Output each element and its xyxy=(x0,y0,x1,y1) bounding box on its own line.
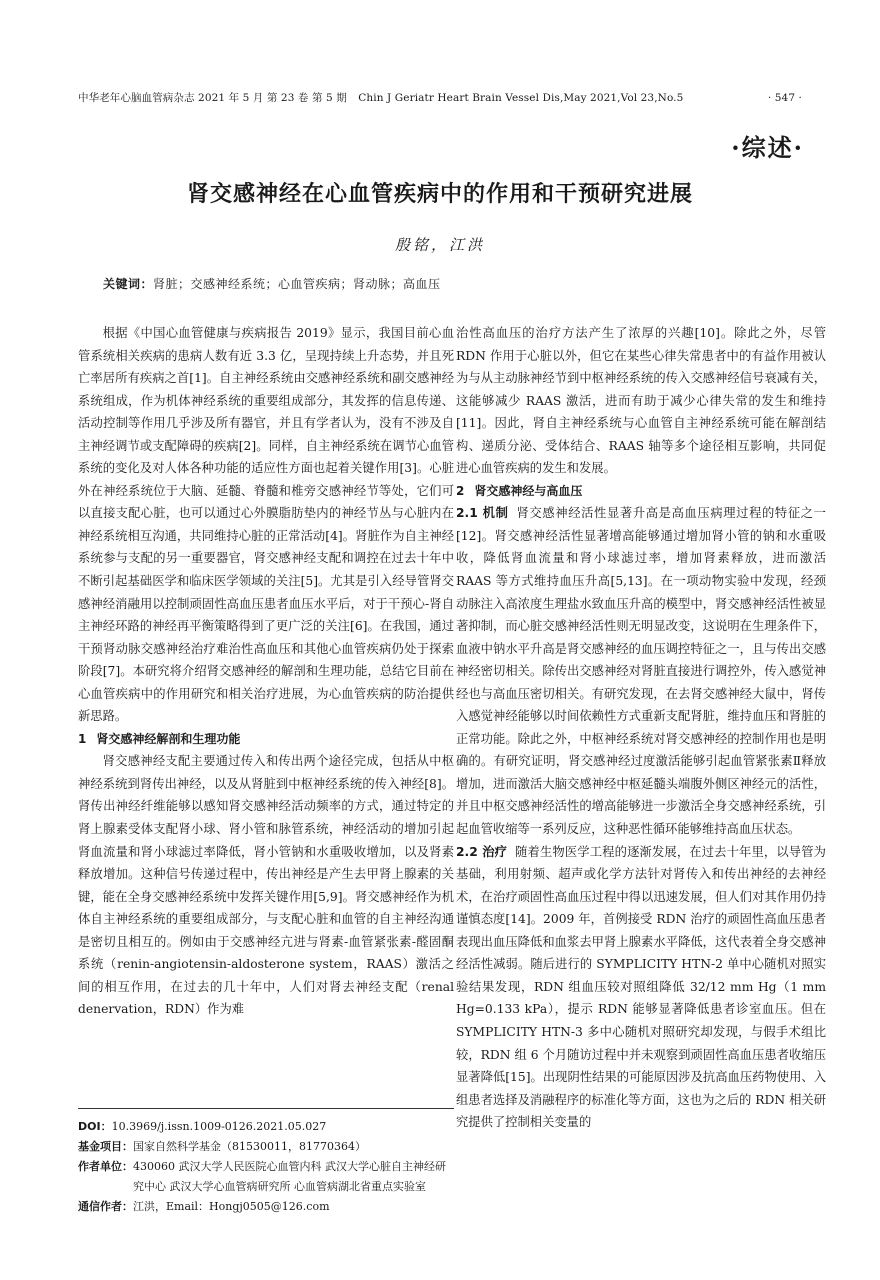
section-2-1-text: 肾交感神经活性显著升高是高血压病理过程的特征之一[12]。肾交感神经活性显著增高能够通过增加肾小管的钠和水重吸收，降低肾血流量和肾小球滤过率，增加肾素释放，进而激活 RAAS 等方式维持血压升高[5,13]。在一项动物实验中发现，经颈动脉注入高浓度生理盐水致血压升高的模型中，肾交感神经活性被显著抑制，而心脏交感神经活性则无明显改变，这说明在生理条件下，血液中钠水平升高是肾交感神经的血压调控特征之一，且与传出交感神经密切相关。除传出交感神经对肾脏直接进行调控外，传入感觉神经也与高血压密切相关。有研究发现，在去肾交感神经大鼠中，肾传入感觉神经能够以时间依赖性方式重新支配肾脏，维持血压和肾脏的正常功能。除此之外，中枢神经系统对肾交感神经的控制作用也是明确的。有研究证明，肾交感神经过度激活能够引起血管紧张素Ⅱ释放增加，进而激活大脑交感神经中枢延髓头端腹外侧区神经元的活性，并且中枢交感神经活性的增高能够进一步激活全身交感神经系统，引起血管收缩等一系列反应，这种恶性循环能够维持高血压状态。 xyxy=(456,506,826,837)
right-column xyxy=(456,322,826,1134)
keywords-label: 关键词： xyxy=(103,277,154,291)
section-2-title: 肾交感神经与高血压 xyxy=(474,483,583,498)
journal-name-cn: 中华老年心脑血管病杂志 2021 年 5 月 第 23 卷 第 5 期 xyxy=(78,92,347,104)
section-1-paragraph-continued: 治性高血压的治疗方法产生了浓厚的兴趣[10]。除此之外，尽管 RDN 作用于心脏以外，但它在某些心律失常患者中的有益作用被认为与从主动脉神经节到中枢神经系统的传入交感神经信号衰减有关，这能够减少 RAAS 激活，进而有助于减少心律失常的发生和维持[11]。因此，肾自主神经系统与心血管自主神经系统可能在解剖结构、递质分泌、受体结合、RAAS 轴等多个途径相互影响，共同促进心血管疾病的发生和发展。 xyxy=(456,326,826,476)
section-1-number: 1 xyxy=(78,731,87,746)
doi-value: 10.3969/j.issn.1009-0126.2021.05.027 xyxy=(111,1120,327,1133)
left-column xyxy=(78,322,454,1021)
affiliation-label: 作者单位： xyxy=(78,1160,133,1173)
fund-line xyxy=(78,1137,454,1157)
fund-label: 基金项目： xyxy=(78,1140,133,1153)
correspondence-line xyxy=(78,1197,454,1217)
doi-label: DOI： xyxy=(78,1120,112,1133)
authors: 殷铭，江洪 xyxy=(394,236,485,254)
section-2-1-label: 2.1 机制 xyxy=(456,506,509,521)
section-1-heading xyxy=(78,728,454,751)
section-2-2-label: 2.2 治疗 xyxy=(456,844,508,859)
affiliation-value: 430060 武汉大学人民医院心血管内科 武汉大学心脏自主神经研究中心 武汉大学心血管病研究所 心血管病湖北省重点实验室 xyxy=(133,1160,446,1193)
running-head xyxy=(78,90,802,105)
keywords-text: 肾脏；交感神经系统；心血管疾病；肾动脉；高血压 xyxy=(153,277,441,291)
doi-line xyxy=(78,1117,454,1137)
keywords xyxy=(103,275,800,292)
affiliation-line xyxy=(78,1157,454,1197)
correspondence-label: 通信作者： xyxy=(78,1200,133,1213)
fund-value: 国家自然科学基金（81530011，81770364） xyxy=(133,1140,366,1153)
section-tag: ·综述· xyxy=(731,133,804,162)
correspondence-value: 江洪，Email：Hongj0505@126.com xyxy=(133,1200,330,1213)
journal-citation xyxy=(78,90,691,105)
page-number: · 547 · xyxy=(767,92,802,104)
section-2-number: 2 xyxy=(456,483,465,498)
article-title: 肾交感神经在心血管疾病中的作用和干预研究进展 xyxy=(186,181,693,207)
section-2-1-paragraph xyxy=(456,502,826,840)
footnotes xyxy=(78,1108,454,1217)
section-1-title: 肾交感神经解剖和生理功能 xyxy=(96,731,241,746)
section-2-2-text: 随着生物医学工程的逐渐发展，在过去十年里，以导管为基础，利用射频、超声或化学方法针对肾传入和传出神经的去神经术，在治疗顽固性高血压过程中得以迅速发展，但人们对其作用仍持谨慎态度[14]。2009 年，首例接受 RDN 治疗的顽固性高血压患者表现出血压降低和血浆去甲肾上腺素水平降低，这代表着全身交感神经活性减弱。随后进行的 SYMPLICITY HTN-2 单中心随机对照实验结果发现，RDN 组血压较对照组降低 32/12 mm Hg（1 mm Hg=0.133 kPa），提示 RDN 能够显著降低患者诊室血压。但在 SYMPLICITY HTN-3 多中心随机对照研究却发现，与假手术组比较，RDN 组 6 个月随访过程中并未观察到顽固性高血压患者收缩压显著降低[15]。出现阴性结果的可能原因涉及抗高血压药物使用、入组患者选择及消融程序的标准化等方面，这也为之后的 RDN 相关研究提供了控制相关变量的 xyxy=(456,844,826,1130)
section-1-paragraph: 肾交感神经支配主要通过传入和传出两个途径完成，包括从中枢神经系统到肾传出神经，以及从肾脏到中枢神经系统的传入神经[8]。肾传出神经纤维能够以感知肾交感神经活动频率的方式，通过特定的肾上腺素受体支配肾小球、肾小管和脉管系统，神经活动的增加引起肾血流量和肾小球滤过率降低，肾小管钠和水重吸收增加，以及肾素释放增加。这种信号传递过程中，传出神经是产生去甲肾上腺素的关键，能在全身交感神经系统中发挥关键作用[5,9]。肾交感神经作为机体自主神经系统的重要组成部分，与支配心脏和血管的自主神经沟通是密切且相互的。例如由于交感神经亢进与肾素-血管紧张素-醛固酮系统（renin-angiotensin-aldosterone system，RAAS）激活之间的相互作用，在过去的几十年中，人们对肾去神经支配（renal denervation，RDN）作为难 xyxy=(78,754,454,1017)
section-2-2-paragraph xyxy=(456,841,826,1134)
intro-paragraph: 根据《中国心血管健康与疾病报告 2019》显示，我国目前心血管系统相关疾病的患病人数有近 3.3 亿，呈现持续上升态势，并且死亡率居所有疾病之首[1]。自主神经系统由交感神经系统和副交感神经系统组成，作为机体神经系统的重要组成部分，其发挥的信息传递、活动控制等作用几乎涉及所有器官，并且有学者认为，没有不涉及自主神经调节或支配障碍的疾病[2]。同样，自主神经系统在调节心血管系统的变化及对人体各种功能的适应性方面也起着关键作用[3]。心脏外在神经系统位于大脑、延髓、脊髓和椎旁交感神经节等处，它们可以直接支配心脏，也可以通过心外膜脂肪垫内的神经节丛与心脏内在神经系统相互沟通，共同维持心脏的正常活动[4]。肾脏作为自主神经系统参与支配的另一重要器官，肾交感神经支配和调控在过去十年中不断引起基础医学和临床医学领域的关注[5]。尤其是引入经导管肾交感神经消融用以控制顽固性高血压患者血压水平后，对于干预心-肾自主神经环路的神经再平衡策略得到了更广泛的关注[6]。在我国，通过干预肾动脉交感神经治疗难治性高血压和其他心血管疾病仍处于探索阶段[7]。本研究将介绍肾交感神经的解剖和生理功能，总结它目前在心血管疾病中的作用研究和相关治疗进展，为心血管疾病的防治提供新思路。 xyxy=(78,326,454,724)
section-2-heading xyxy=(456,480,826,503)
journal-name-en: Chin J Geriatr Heart Brain Vessel Dis,May 2021,Vol 23,No.5 xyxy=(358,92,684,104)
